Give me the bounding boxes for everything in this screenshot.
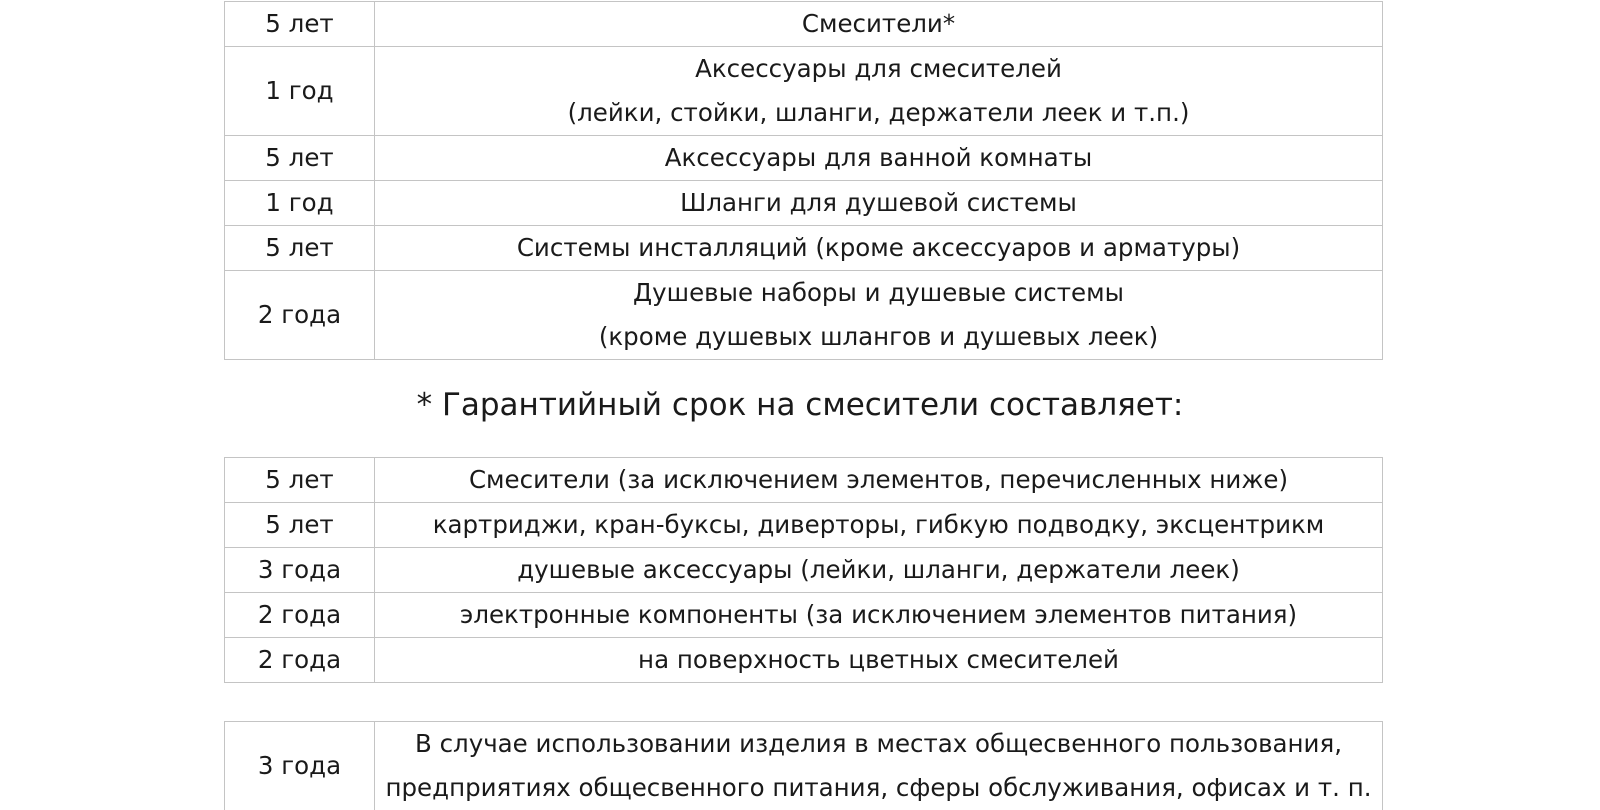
product-text: Шланги для душевой системы xyxy=(680,188,1077,217)
table-row xyxy=(225,271,1383,360)
product-cell xyxy=(375,503,1383,548)
product-text: (кроме душевых шлангов и душевых леек) xyxy=(598,322,1159,351)
product-cell xyxy=(375,181,1383,226)
product-cell xyxy=(375,271,1383,360)
product-text: Смесители (за исключением элементов, перечисленных ниже) xyxy=(468,465,1289,494)
warranty-term-cell: 3 года xyxy=(225,548,375,593)
product-cell xyxy=(375,722,1383,810)
table-row xyxy=(225,47,1383,136)
warranty-term-cell: 5 лет xyxy=(225,2,375,47)
table-row xyxy=(225,136,1383,181)
table-row xyxy=(225,722,1383,810)
product-text: картриджи, кран-буксы, диверторы, гибкую подводку, эксцентрикм xyxy=(432,510,1325,539)
warranty-term-cell: 5 лет xyxy=(225,458,375,503)
table-row xyxy=(225,2,1383,47)
warranty-term-cell: 2 года xyxy=(225,593,375,638)
product-text: Аксессуары для ванной комнаты xyxy=(664,143,1093,172)
product-cell xyxy=(375,136,1383,181)
product-text: предприятиях общесвенного питания, сферы обслуживания, офисах и т. п. xyxy=(385,773,1372,802)
product-cell xyxy=(375,2,1383,47)
warranty-term-cell: 3 года xyxy=(225,722,375,810)
warranty-term-cell: 2 года xyxy=(225,638,375,683)
product-text: электронные компоненты (за исключением элементов питания) xyxy=(459,600,1298,629)
table-row xyxy=(225,181,1383,226)
table-row xyxy=(225,458,1383,503)
product-cell xyxy=(375,458,1383,503)
table-row xyxy=(225,548,1383,593)
product-cell xyxy=(375,47,1383,136)
product-text: (лейки, стойки, шланги, держатели леек и т.п.) xyxy=(567,98,1190,127)
product-text: Смесители* xyxy=(801,9,956,38)
warranty-table-public-use xyxy=(224,721,1383,810)
product-cell xyxy=(375,548,1383,593)
warranty-term-cell: 5 лет xyxy=(225,226,375,271)
product-cell xyxy=(375,593,1383,638)
table-row xyxy=(225,503,1383,548)
table-row xyxy=(225,226,1383,271)
table-row xyxy=(225,593,1383,638)
warranty-term-cell: 1 год xyxy=(225,47,375,136)
product-text: Аксессуары для смесителей xyxy=(695,54,1062,83)
product-text: душевые аксессуары (лейки, шланги, держатели леек) xyxy=(517,555,1240,584)
warranty-term-cell: 2 года xyxy=(225,271,375,360)
table-row xyxy=(225,638,1383,683)
warranty-term-cell: 1 год xyxy=(225,181,375,226)
product-text: Системы инсталляций (кроме аксессуаров и арматуры) xyxy=(516,233,1241,262)
warranty-table-products xyxy=(224,1,1383,360)
product-text: на поверхность цветных смесителей xyxy=(638,645,1119,674)
warranty-term-cell: 5 лет xyxy=(225,136,375,181)
product-text: В случае использовании изделия в местах общесвенного пользования, xyxy=(414,729,1343,758)
warranty-term-cell: 5 лет xyxy=(225,503,375,548)
warranty-table-faucet-parts xyxy=(224,457,1383,683)
product-text: Душевые наборы и душевые системы xyxy=(633,278,1124,307)
faucet-warranty-heading: * Гарантийный срок на смесители составляет: xyxy=(416,387,1184,423)
product-cell xyxy=(375,226,1383,271)
product-cell xyxy=(375,638,1383,683)
